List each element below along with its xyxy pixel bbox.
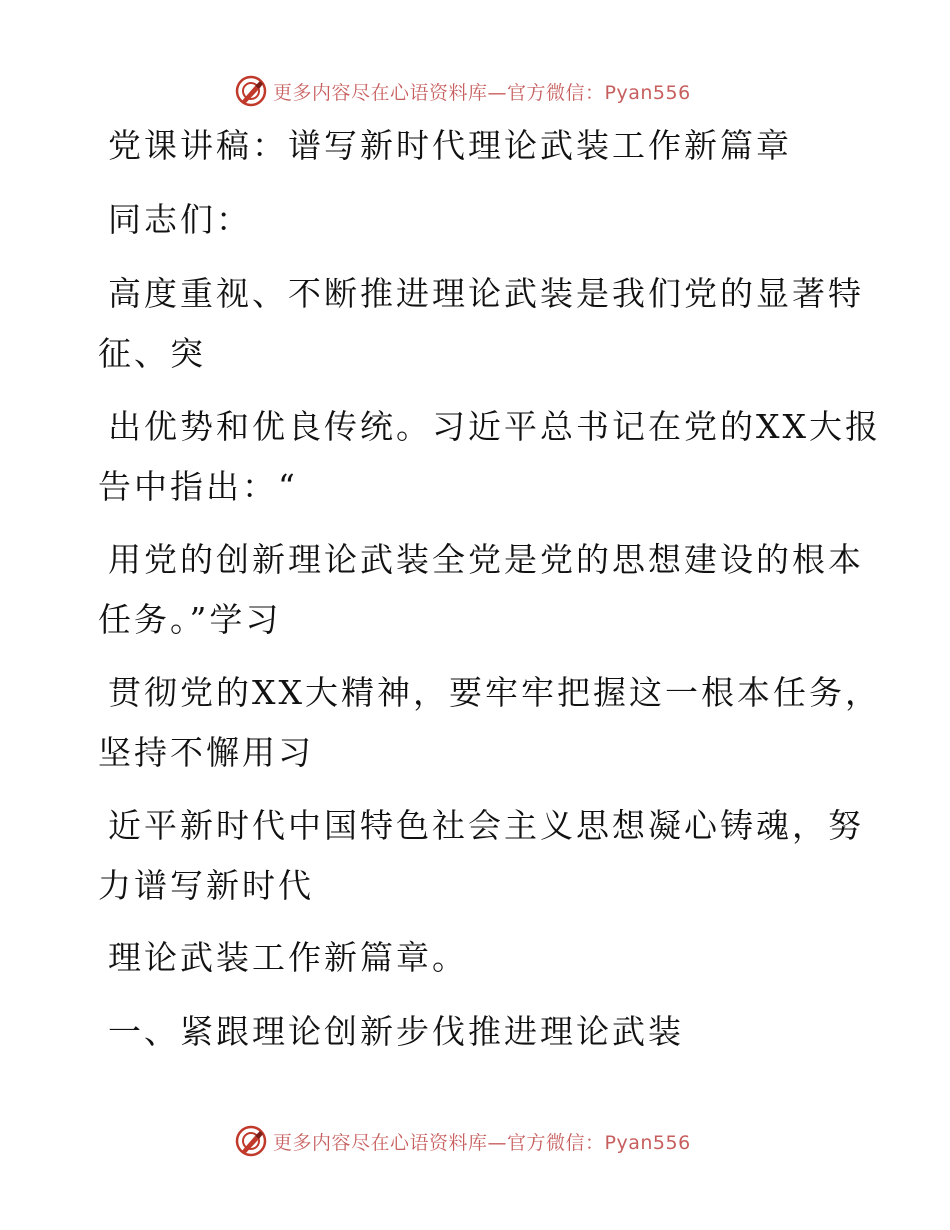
banner-text: 更多内容尽在心语资料库—官方微信：Pyan556 [273,81,691,104]
pen-logo-icon [235,75,267,107]
body-line: 力谱写新时代 [98,866,314,905]
body-line: 贯彻党的XX大精神，要牢牢把握这一根本任务， [108,673,881,712]
body-line: 近平新时代中国特色社会主义思想凝心铸魂，努 [108,806,864,845]
salutation: 同志们： [108,200,252,239]
footer-banner [235,1123,691,1159]
banner-text: 更多内容尽在心语资料库—官方微信：Pyan556 [273,1131,691,1154]
body-line: 任务。”学习 [98,600,282,639]
body-line: 坚持不懈用习 [98,733,314,772]
body-line: 用党的创新理论武装全党是党的思想建设的根本 [108,540,864,579]
body-line: 出优势和优良传统。习近平总书记在党的XX大报 [108,407,881,446]
section-heading: 一、紧跟理论创新步伐推进理论武装 [108,1012,684,1051]
body-line: 征、突 [98,334,206,373]
pen-logo-icon [235,1125,267,1157]
body-line: 理论武装工作新篇章。 [108,938,468,977]
body-line: 高度重视、不断推进理论武装是我们党的显著特 [108,274,864,313]
body-line: 告中指出：“ [98,467,298,506]
header-banner [235,73,691,109]
page-title: 党课讲稿：谱写新时代理论武装工作新篇章 [108,126,792,165]
